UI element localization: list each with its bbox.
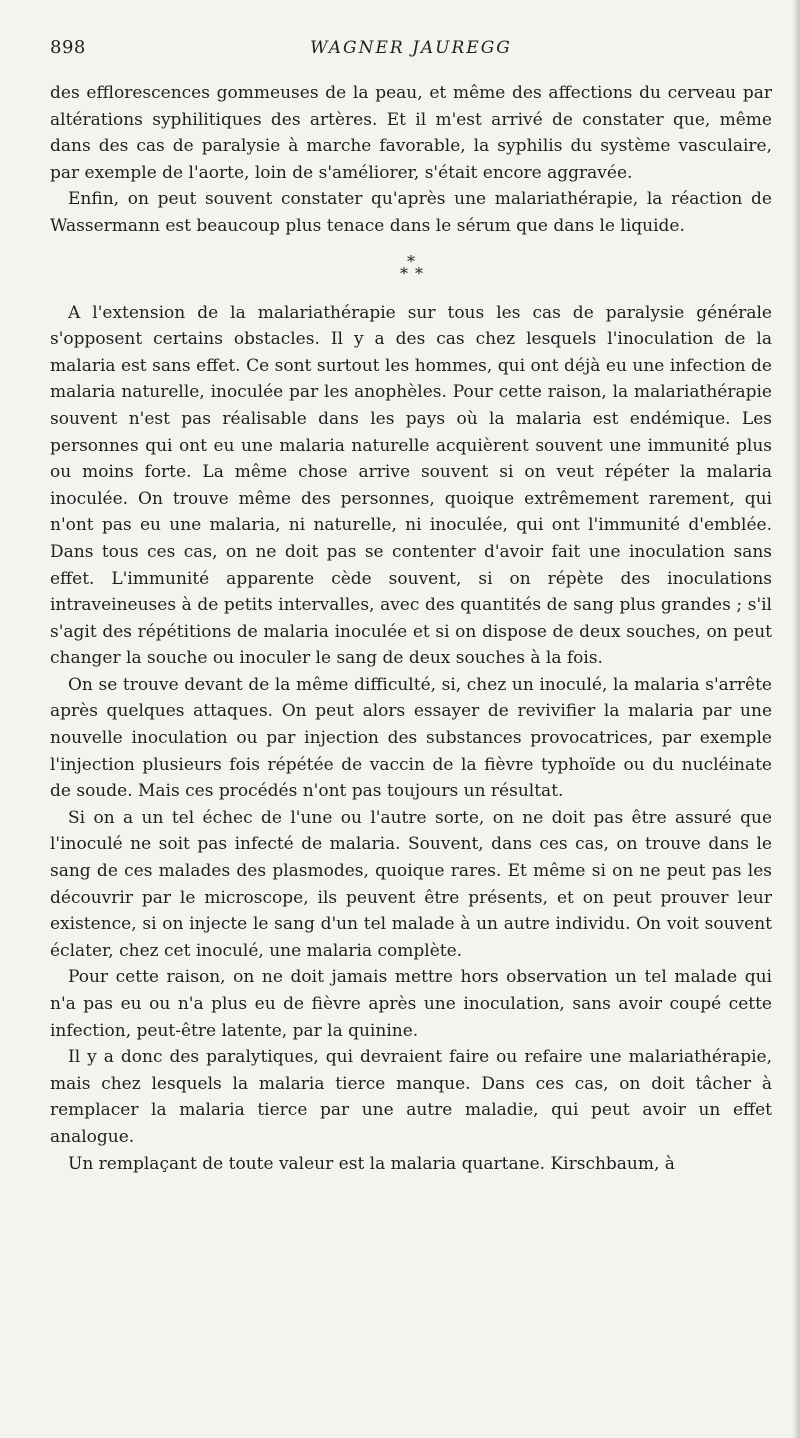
paragraph-6: Pour cette raison, on ne doit jamais mettre hors observation un tel malade qui n'a pas eu ou n'a plus eu de fièvre après une inoculation, sans avoir coupé cette infection, peut-être latente, par la quinine. (50, 967, 772, 1041)
paragraph-2: Enfin, on peut souvent constater qu'après une malariathérapie, la réaction de Wassermann est beaucoup plus tenace dans le sérum que dans le liquide. (50, 189, 772, 236)
paragraph-1: des efflorescences gommeuses de la peau, et même des affections du cerveau par altérations syphilitiques des artères. Et il m'est arrivé de constater que, même dans des cas de paralysie à marche favorable, la syphilis du système vasculaire, par exemple de l'aorte, loin de s'améliorer, s'était encore aggravée. (50, 83, 772, 183)
section-break-asterism (50, 248, 772, 292)
paragraph-4: On se trouve devant de la même difficulté, si, chez un inoculé, la malaria s'arrête après quelques attaques. On peut alors essayer de revivifier la malaria par une nouvelle inoculation ou par injection des substances provocatrices, par exemple l'injection plusieurs fois répétée de vaccin de la fièvre typhoïde ou du nucléinate de soude. Mais ces procédés n'ont pas toujours un résultat. (50, 674, 772, 802)
asterism-star: * (400, 263, 408, 283)
paragraph-3: A l'extension de la malariathérapie sur tous les cas de paralysie générale s'opposent certains obstacles. Il y a des cas chez lesquels l'inoculation de la malaria est sans effet. Ce sont surtout les hommes, qui ont déjà eu une infection de malaria naturelle, inoculée par les anophèles. Pour cette raison, la malariathérapie souvent n'est pas réalisable dans les pays où la malaria est endémique. Les personnes qui ont eu une malaria naturelle acquièrent souvent une immunité plus ou moins forte. La même chose arrive souvent si on veut répéter la malaria inoculée. On trouve même des personnes, quoique extrêmement rarement, qui n'ont pas eu une malaria, ni naturelle, ni inoculée, qui ont l'immunité d'emblée. Dans tous ces cas, on ne doit pas se contenter d'avoir fait une inoculation sans effet. L'immunité apparente cède souvent, si on répète des inoculations intraveineuses à de petits intervalles, avec des quantités de sang plus grandes ; s'il s'agit des répétitions de malaria inoculée et si on dispose de deux souches, on peut changer la souche ou inoculer le sang de deux souches à la fois. (50, 302, 772, 669)
asterism-star: * (415, 263, 423, 283)
paragraph-7: Il y a donc des paralytiques, qui devraient faire ou refaire une malariathérapie, mais chez lesquels la malaria tierce manque. Dans ces cas, on doit tâcher à remplacer la malaria tierce par une autre maladie, qui peut avoir un effet analogue. (50, 1047, 772, 1147)
page-number: 898 (50, 37, 86, 58)
paragraph-5: Si on a un tel échec de l'une ou l'autre sorte, on ne doit pas être assuré que l'inoculé ne soit pas infecté de malaria. Souvent, dans ces cas, on trouve dans le sang de ces malades des plasmodes, quoique rares. Et même si on ne peut pas les découvrir par le microscope, ils peuvent être présents, et on peut prouver leur existence, si on injecte le sang d'un tel malade à un autre individu. On voit souvent éclater, chez cet inoculé, une malaria complète. (50, 807, 772, 961)
paragraph-8: Un remplaçant de toute valeur est la malaria quartane. Kirschbaum, à (68, 1153, 675, 1174)
page-edge-shadow (792, 0, 800, 1438)
asterism-star: * (407, 251, 415, 271)
book-page (50, 34, 772, 1404)
body-text (50, 80, 772, 1177)
running-head: WAGNER JAUREGG (310, 38, 512, 58)
page-header (50, 34, 772, 62)
